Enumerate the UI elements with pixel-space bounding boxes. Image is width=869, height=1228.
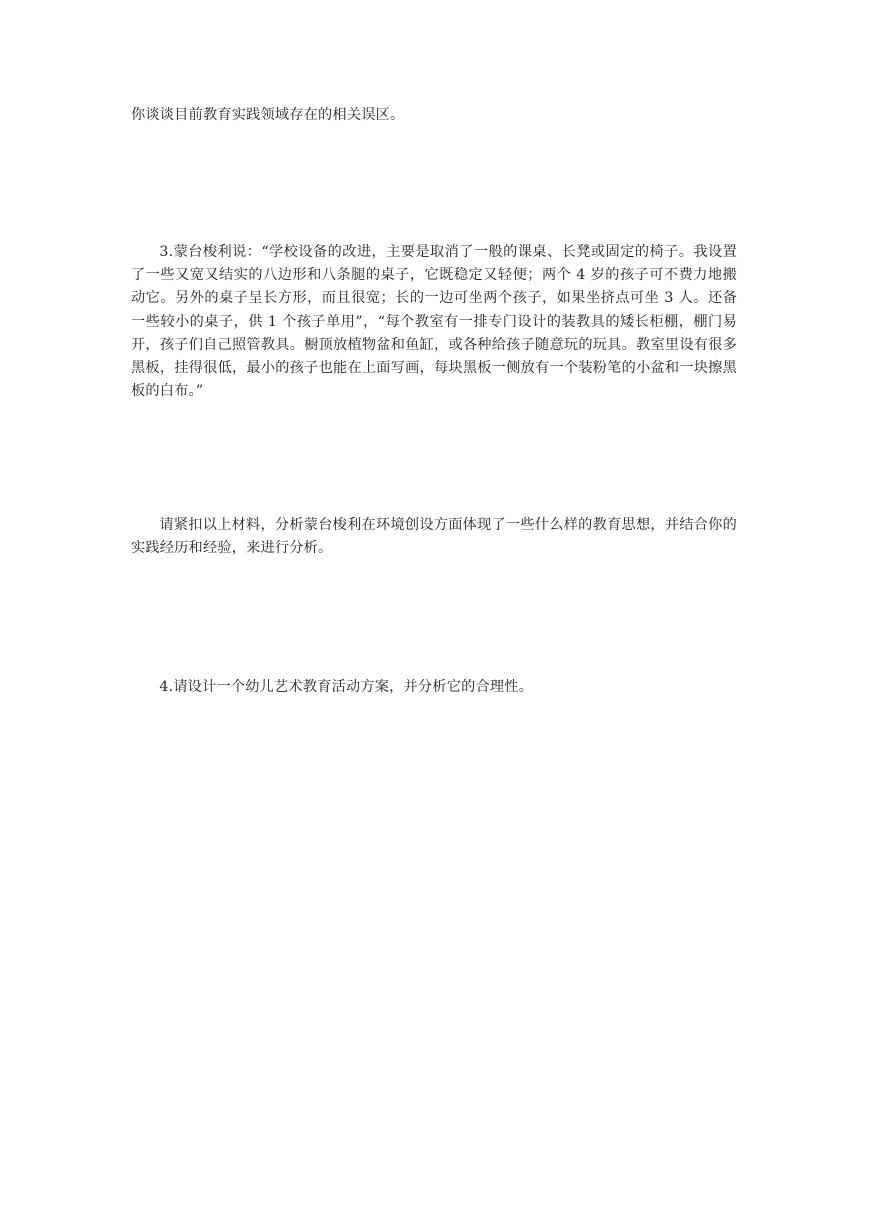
question-continuation-paragraph: 你谈谈目前教育实践领域存在的相关误区。 xyxy=(131,107,405,123)
question-3-prompt-paragraph: 请紧扣以上材料，分析蒙台梭利在环境创设方面体现了一些什么样的教育思想，并结合你的实践经历和经验，来进行分析。 xyxy=(131,517,737,557)
question-4-paragraph: 4.请设计一个幼儿艺术教育活动方案，并分析它的合理性。 xyxy=(159,679,534,695)
question-3-material-paragraph: 3.蒙台梭利说：“学校设备的改进，主要是取消了一般的课桌、长凳或固定的椅子。我设置了一些又宽又结实的八边形和八条腿的桌子，它既稳定又轻便；两个 4 岁的孩子可不费力地搬动它。另外的桌子呈长方形，而且很宽；长的一边可坐两个孩子，如果坐挤点可坐 3 人。还备一些较小的桌子，供 1 个孩子单用”，“每个教室有一排专门设计的装教具的矮长柜棚，棚门易开，孩子们自己照管教具。橱顶放植物盆和鱼缸，或各种给孩子随意玩的玩具。教室里设有很多黑板，挂得很低，最小的孩子也能在上面写画，每块黑板一侧放有一个装粉笔的小盆和一块擦黑板的白布。” xyxy=(131,244,737,400)
